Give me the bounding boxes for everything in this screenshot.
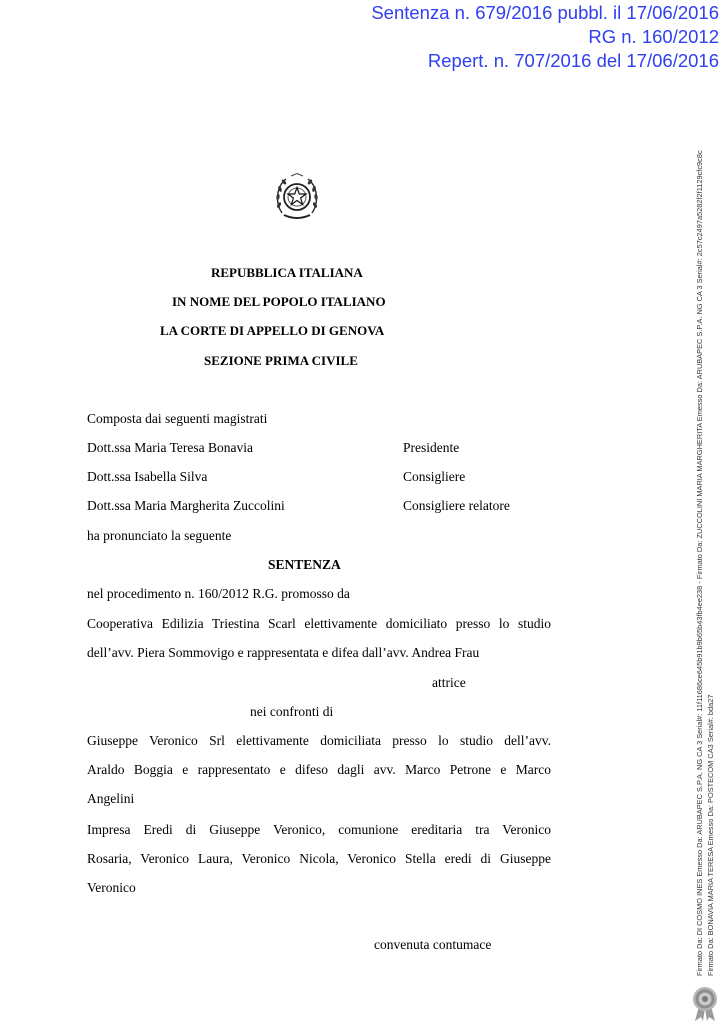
publication-stamp-sentence: Sentenza n. 679/2016 pubbl. il 17/06/2016 (371, 2, 719, 23)
signature-seal-icon (690, 986, 720, 1022)
defendant-line: Impresa Eredi di Giuseppe Veronico, comunione ereditaria tra Veronico (87, 822, 551, 837)
against-line: nei confronti di (250, 704, 334, 719)
digital-signature-line: Firmato Da: DI COSMO INES Emesso Da: ARUBAPEC S.P.A. NG CA 3 Serial#: 11f11686ce645b91b9b65b43fb4ee238 - Firmato Da: ZUCCOLINI MARIA MARGHERITA Emesso Da: ARUBAPEC S.P.A. NG CA 3 Serial#: 2c57c2497a5282f2f1129cfc9c8c (695, 150, 704, 976)
heading-court: LA CORTE DI APPELLO DI GENOVA (160, 323, 385, 338)
heading-section: SEZIONE PRIMA CIVILE (204, 353, 358, 368)
defendant-line: Araldo Boggia e rappresentato e difeso dagli avv. Marco Petrone e Marco (87, 762, 551, 777)
judge-name: Dott.ssa Maria Margherita Zuccolini (87, 498, 285, 513)
plaintiff-line: Cooperativa Edilizia Triestina Scarl elettivamente domiciliato presso lo studio (87, 616, 551, 631)
defendant-line: Angelini (87, 791, 135, 806)
defendant-line: Veronico (87, 880, 136, 895)
judge-name: Dott.ssa Maria Teresa Bonavia (87, 440, 254, 455)
judge-role: Consigliere (403, 469, 466, 484)
composition-intro: Composta dai seguenti magistrati (87, 411, 268, 426)
italian-republic-emblem-icon (274, 173, 320, 223)
defendant-line: Rosaria, Veronico Laura, Veronico Nicola, Veronico Stella eredi di Giuseppe (87, 851, 551, 866)
plaintiff-line: dell’avv. Piera Sommovigo e rappresentata e difea dall’avv. Andrea Frau (87, 645, 480, 660)
heading-republic: REPUBBLICA ITALIANA (211, 265, 363, 280)
plaintiff-role: attrice (432, 675, 466, 690)
judge-role: Consigliere relatore (403, 498, 510, 513)
publication-stamp-repertory: Repert. n. 707/2016 del 17/06/2016 (427, 50, 719, 71)
judge-role: Presidente (403, 440, 460, 455)
heading-people: IN NOME DEL POPOLO ITALIANO (172, 294, 386, 309)
sentence-title: SENTENZA (268, 557, 341, 572)
digital-signature-line: Firmato Da: BONAVIA MARIA TERESA Emesso Da: POSTECOM CA3 Serial#: bda27 (706, 694, 715, 976)
proceeding-line: nel procedimento n. 160/2012 R.G. promosso da (87, 586, 350, 601)
pronounced-line: ha pronunciato la seguente (87, 528, 232, 543)
publication-stamp-rg: RG n. 160/2012 (588, 26, 719, 47)
defendant-line: Giuseppe Veronico Srl elettivamente domiciliata presso lo studio dell’avv. (87, 733, 551, 748)
defendant-role: convenuta contumace (374, 937, 492, 952)
judge-name: Dott.ssa Isabella Silva (87, 469, 208, 484)
